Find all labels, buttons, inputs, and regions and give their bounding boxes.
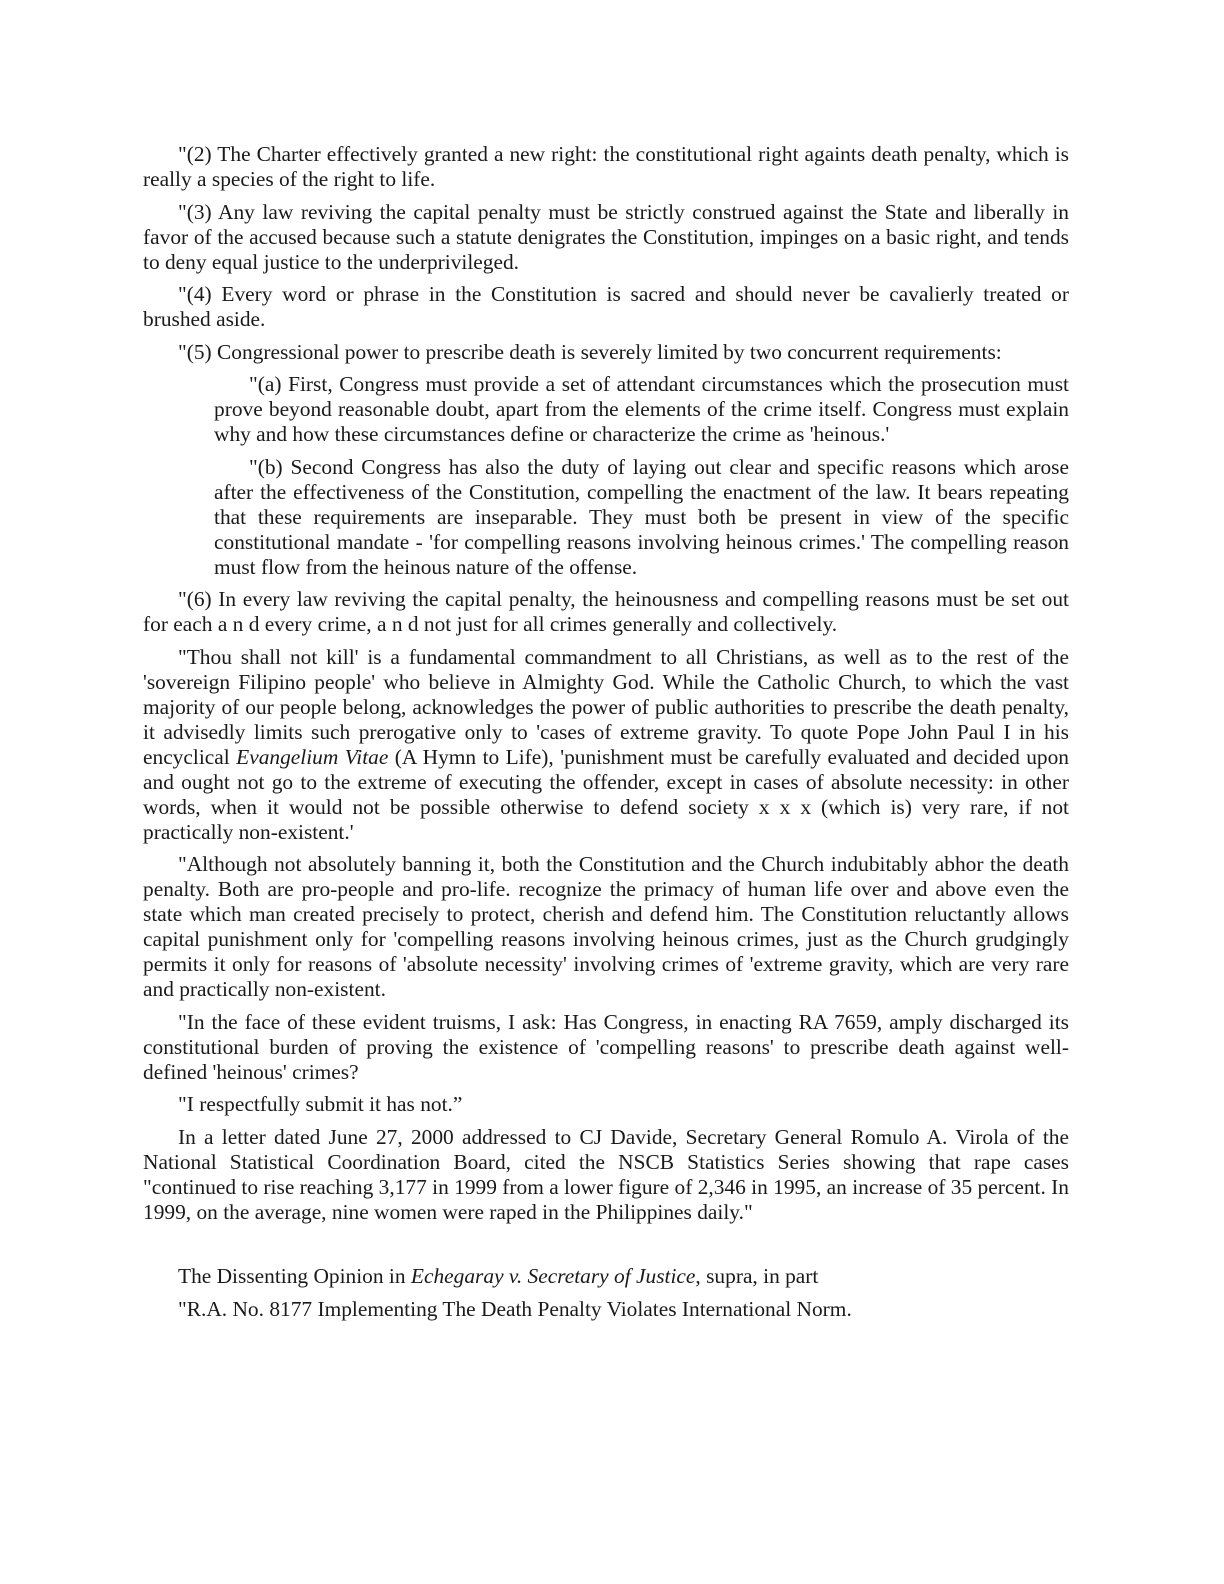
paragraph-text: "(5) Congressional power to prescribe death is severely limited by two concurrent requirements: xyxy=(178,339,1002,364)
paragraph-5 xyxy=(143,340,1069,365)
paragraph-text: "I respectfully submit it has not.” xyxy=(178,1092,463,1116)
paragraph-4 xyxy=(143,282,1069,332)
paragraph-text: , supra, in part xyxy=(695,1264,819,1288)
paragraph-text: "(3) Any law reviving the capital penalty must be strictly construed against the State and liberally in favor of the accused because such a statute denigrates the Constitution, impinges on a basic right, and tends to deny equal justice to the underprivileged. xyxy=(143,199,1069,274)
paragraph-ra-8177 xyxy=(143,1297,1069,1322)
paragraph-3 xyxy=(143,200,1069,275)
paragraph-text: "(b) Second Congress has also the duty of laying out clear and specific reasons which arose after the effectiveness of the Constitution, compelling the enactment of the law. It bears repeating that these requirements are inseparable. They must both be present in view of the specific constitutional mandate - 'for compelling reasons involving heinous crimes.' The compelling reason must flow from the heinous nature of the offense. xyxy=(214,454,1069,579)
paragraph-letter xyxy=(143,1125,1069,1225)
paragraph-dissenting-opinion xyxy=(143,1264,1069,1289)
paragraph-text: "R.A. No. 8177 Implementing The Death Penalty Violates International Norm. xyxy=(178,1296,852,1321)
encyclical-title: Evangelium Vitae xyxy=(236,744,389,769)
paragraph-in-the-face xyxy=(143,1010,1069,1085)
paragraph-text: "(6) In every law reviving the capital penalty, the heinousness and compelling reasons must be set out for each a n d every crime, a n d not just for all crimes generally and collectively. xyxy=(143,587,1069,636)
paragraph-text: "(2) The Charter effectively granted a new right: the constitutional right againts death penalty, which is really a species of the right to life. xyxy=(143,142,1069,191)
document-page xyxy=(143,142,1069,1329)
paragraph-thou-shall-not-kill xyxy=(143,645,1069,845)
paragraph-text: "(a) First, Congress must provide a set of attendant circumstances which the prosecution must prove beyond reasonable doubt, apart from the elements of the crime itself. Congress must explain why and how these circumstances define or characterize the crime as 'heinous.' xyxy=(214,372,1069,446)
paragraph-text: The Dissenting Opinion in xyxy=(178,1264,411,1288)
subparagraph-b xyxy=(214,455,1069,580)
paragraph-although xyxy=(143,852,1069,1002)
paragraph-text: (A Hymn to Life), 'punishment must be carefully evaluated and decided upon and ought not go to the extreme of executing the offender, except in cases of absolute necessity: in other words, when it would not be possible otherwise to defend society x x x (which is) very rare, if not practically non-existent.' xyxy=(143,744,1069,844)
case-title: Echegaray v. Secretary of Justice xyxy=(410,1264,696,1288)
paragraph-text: "(4) Every word or phrase in the Constitution is sacred and should never be cavalierly treated or brushed aside. xyxy=(143,282,1069,331)
paragraph-6 xyxy=(143,587,1069,637)
paragraph-text: "Although not absolutely banning it, both the Constitution and the Church indubitably abhor the death penalty. Both are pro-people and pro-life. recognize the primacy of human life over and above even the state which man created precisely to protect, cherish and defend him. The Constitution reluctantly allows capital punishment only for 'compelling reasons involving heinous crimes, just as the Church grudgingly permits it only for reasons of 'absolute necessity' involving crimes of 'extreme gravity, which are very rare and practically non-existent. xyxy=(143,852,1069,1001)
paragraph-submit xyxy=(143,1092,1069,1117)
paragraph-text: "Thou shall not kill' is a fundamental commandment to all Christians, as well as to the rest of the 'sovereign Filipino people' who believe in Almighty God. While the Catholic Church, to which the vast majority of our people belong, acknowledges the power of public authorities to prescribe the death penalty, it advisedly limits such prerogative only to 'cases of extreme gravity. To quote Pope John Paul I in his encyclical xyxy=(143,644,1069,769)
paragraph-text: "In the face of these evident truisms, I ask: Has Congress, in enacting RA 7659, amply discharged its constitutional burden of proving the existence of 'compelling reasons' to prescribe death against well-defined 'heinous' crimes? xyxy=(143,1009,1069,1084)
subparagraph-a xyxy=(214,372,1069,447)
paragraph-2 xyxy=(143,142,1069,192)
section-gap xyxy=(143,1232,1069,1264)
paragraph-text: In a letter dated June 27, 2000 addressed to CJ Davide, Secretary General Romulo A. Virola of the National Statistical Coordination Board, cited the NSCB Statistics Series showing that rape cases "continued to rise reaching 3,177 in 1999 from a lower figure of 2,346 in 1995, an increase of 35 percent. In 1999, on the average, nine women were raped in the Philippines daily." xyxy=(143,1124,1069,1224)
